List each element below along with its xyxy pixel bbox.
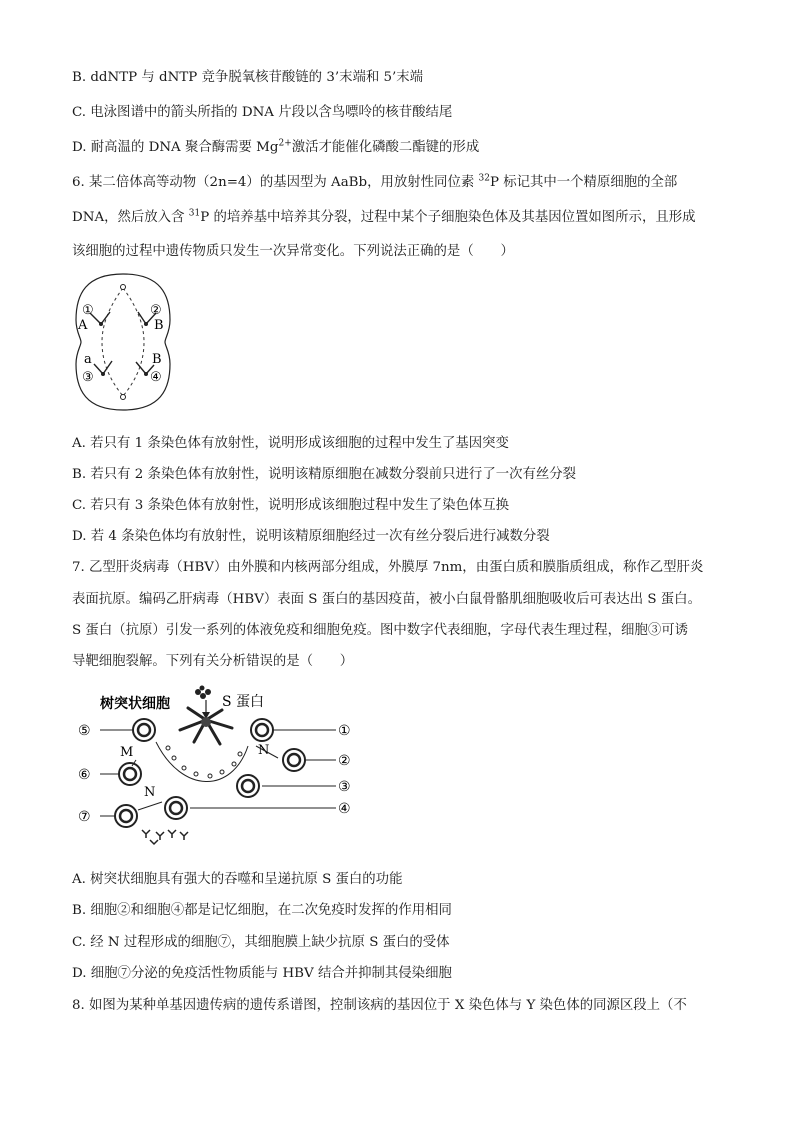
q5-option-b: B. ddNTP 与 dNTP 竞争脱氧核苷酸链的 3’末端和 5’末端	[72, 70, 424, 85]
dendritic-cell-label: 树突状细胞	[100, 696, 170, 712]
q7-stem-line4: 导靶细胞裂解。下列有关分析错误的是（ ）	[72, 654, 354, 669]
centrosome-bottom	[121, 395, 126, 400]
label-chromosome-4: ④	[150, 370, 162, 385]
lymphocyte-cell-5	[133, 719, 155, 741]
virus-particles	[195, 686, 211, 700]
label-cell-7: ⑦	[78, 809, 91, 825]
q6-option-b: B. 若只有 2 条染色体有放射性，说明该精原细胞在减数分裂前只进行了一次有丝分裂	[72, 467, 577, 482]
arrow-N-left	[138, 802, 162, 810]
gene-a: a	[84, 352, 92, 367]
q5-option-c: C. 电泳图谱中的箭头所指的 DNA 片段以含鸟嘌呤的核苷酸结尾	[72, 105, 453, 120]
centromere	[144, 322, 148, 326]
q6-stem-line3: 该细胞的过程中遗传物质只发生一次异常变化。下列说法正确的是（ ）	[72, 244, 514, 259]
q6-stem-sup2: 31	[188, 208, 201, 219]
q6-option-c: C. 若只有 3 条染色体有放射性，说明形成该细胞过程中发生了染色体互换	[72, 498, 510, 513]
q6-option-d: D. 若 4 条染色体均有放射性，说明该精原细胞经过一次有丝分裂后进行减数分裂	[72, 529, 550, 544]
dendritic-nucleus	[201, 717, 211, 727]
centromere	[99, 322, 103, 326]
lymphocyte-cell-7	[115, 805, 137, 827]
q6-stem-line2	[72, 206, 696, 225]
q6-stem-line1	[72, 171, 677, 190]
gene-B-bottom: B	[152, 352, 162, 367]
q5-option-d-text2: 激活才能催化磷酸二酯键的形成	[291, 140, 480, 155]
q7-option-b: B. 细胞②和细胞④都是记忆细胞，在二次免疫时发挥的作用相同	[72, 903, 452, 918]
lymphocyte-cell-1	[251, 719, 273, 741]
gene-A: A	[78, 318, 88, 333]
q6-stem-text2: P 标记其中一个精原细胞的全部	[489, 175, 678, 190]
process-N-right: N	[258, 743, 270, 758]
label-chromosome-3: ③	[82, 370, 94, 385]
q6-stem-sup: 32	[478, 173, 490, 184]
s-protein-label: S 蛋白	[222, 694, 265, 710]
centromere	[144, 372, 148, 376]
lymphocyte-cell-3	[237, 775, 259, 797]
q6-option-a: A. 若只有 1 条染色体有放射性，说明形成该细胞的过程中发生了基因突变	[72, 436, 509, 451]
q5-option-d	[72, 136, 479, 155]
cell-membrane	[76, 274, 170, 410]
centromere	[101, 372, 105, 376]
label-cell-3: ③	[338, 779, 351, 795]
q5-option-d-sup: 2+	[278, 138, 292, 149]
spindle-right	[123, 288, 144, 396]
process-N-left: N	[144, 785, 156, 800]
q8-stem-line1: 8. 如图为某种单基因遗传病的遗传系谱图，控制该病的基因位于 X 染色体与 Y 染色体的同源区段上（不	[72, 998, 687, 1013]
q7-stem-line1: 7. 乙型肝炎病毒（HBV）由外膜和内核两部分组成，外膜厚 7nm，由蛋白质和膜脂质组成，称作乙型肝炎	[72, 560, 704, 575]
antibodies	[142, 830, 188, 844]
label-cell-6: ⑥	[78, 767, 91, 783]
label-chromosome-1: ①	[82, 303, 94, 318]
q6-stem-text3: DNA，然后放入含	[72, 210, 189, 225]
label-cell-5: ⑤	[78, 723, 91, 739]
lymphocyte-cell-4	[165, 797, 187, 819]
process-M: M	[120, 745, 134, 760]
q6-stem-text: 6. 某二倍体高等动物（2n=4）的基因型为 AaBb，用放射性同位素	[72, 175, 479, 190]
q7-immune-figure	[72, 684, 372, 846]
spindle-left	[102, 288, 123, 396]
label-chromosome-2: ②	[150, 303, 162, 318]
label-cell-2: ②	[338, 753, 351, 769]
q6-stem-text4: P 的培养基中培养其分裂，过程中某个子细胞染色体及其基因位置如图所示，且形成	[200, 210, 696, 225]
label-cell-4: ④	[338, 801, 351, 817]
q7-stem-line2: 表面抗原。编码乙肝病毒（HBV）表面 S 蛋白的基因疫苗，被小白鼠骨骼肌细胞吸收后可表达出 S 蛋白。	[72, 592, 701, 607]
q7-stem-line3: S 蛋白（抗原）引发一系列的体液免疫和细胞免疫。图中数字代表细胞，字母代表生理过程，细胞③可诱	[72, 623, 689, 638]
q7-option-a: A. 树突状细胞具有强大的吞噬和呈递抗原 S 蛋白的功能	[72, 872, 403, 887]
label-cell-1: ①	[338, 723, 351, 739]
q5-option-d-text: D. 耐高温的 DNA 聚合酶需要 Mg	[72, 140, 279, 155]
gene-B-top: B	[154, 318, 164, 333]
lymphocyte-cell-2	[283, 749, 305, 771]
centrosome-top	[121, 285, 126, 290]
q6-cell-figure	[68, 268, 178, 416]
q7-option-c: C. 经 N 过程形成的细胞⑦，其细胞膜上缺少抗原 S 蛋白的受体	[72, 935, 450, 950]
q7-option-d: D. 细胞⑦分泌的免疫活性物质能与 HBV 结合并抑制其侵染细胞	[72, 966, 452, 981]
lymphocyte-cell-6	[119, 763, 141, 785]
